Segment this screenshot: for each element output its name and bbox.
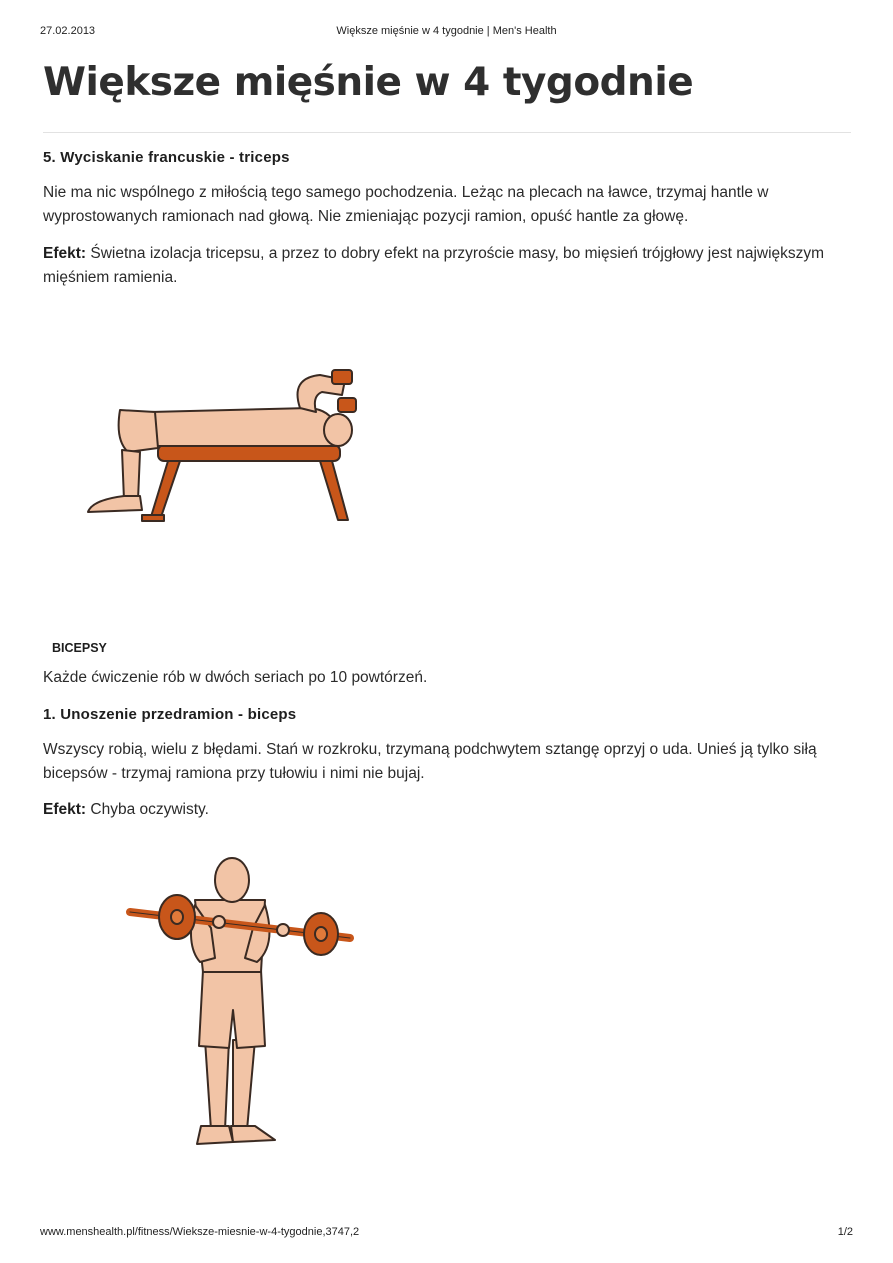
exercise-1-description: Wszyscy robią, wielu z błędami. Stań w rozkroku, trzymaną podchwytem sztangę oprzyj o uda. Unieś ją tylko siłą bicepsów - trzymaj ramiona przy tułowiu i nimi nie bujaj. — [43, 741, 817, 782]
biceps-section-label: BICEPSY — [52, 641, 107, 655]
print-date: 27.02.2013 — [40, 25, 96, 37]
effect-text: Chyba oczywisty. — [86, 801, 209, 818]
exercise-5-heading: 5. Wyciskanie francuskie - triceps — [43, 149, 290, 166]
exercise-1-heading: 1. Unoszenie przedramion - biceps — [43, 706, 297, 723]
foot — [88, 496, 142, 512]
biceps-curl-illustration — [125, 850, 360, 1150]
torso — [150, 408, 338, 446]
exercise-5-description: Nie ma nic wspólnego z miłością tego samego pochodzenia. Leżąc na plecach na ławce, trzymaj hantle w wyprostowanych ramionach nad głową. Nie zmieniając pozycji ramion, opuść hantle za głowę. — [43, 184, 769, 225]
effect-label: Efekt: — [43, 801, 87, 818]
shin — [122, 450, 140, 500]
leg-right — [233, 1040, 255, 1130]
foot-left — [197, 1126, 233, 1144]
biceps-intro: Każde ćwiczenie rób w dwóch seriach po 10 powtórzeń. — [43, 669, 428, 686]
triceps-extension-illustration — [80, 360, 370, 530]
foot-right — [231, 1126, 275, 1142]
title-divider — [43, 132, 851, 133]
effect-text: Świetna izolacja tricepsu, a przez to dobry efekt na przyroście masy, bo mięsień trójgłowy jest największym mięśniem ramienia. — [43, 245, 825, 286]
dumbbell-bottom — [338, 398, 356, 412]
print-page-title: Większe mięśnie w 4 tygodnie | Men's Health — [336, 25, 557, 37]
head — [215, 858, 249, 902]
exercise-5-effect — [43, 242, 858, 290]
exercise-1-effect — [43, 798, 858, 822]
hand-right — [277, 924, 289, 936]
article-title: Większe mięśnie w 4 tygodnie — [43, 60, 694, 105]
thigh — [119, 410, 158, 452]
shorts — [199, 970, 265, 1048]
bench-leg-right — [320, 461, 348, 520]
bench-seat — [158, 445, 340, 461]
effect-label: Efekt: — [43, 245, 87, 262]
footer-url: www.menshealth.pl/fitness/Wieksze-miesnie-w-4-tygodnie,3747,2 — [40, 1226, 360, 1238]
leg-left — [205, 1040, 229, 1130]
dumbbell-top — [332, 370, 352, 384]
page-number: 1/2 — [837, 1226, 853, 1238]
hand-left — [213, 916, 225, 928]
head — [324, 414, 352, 446]
bench-leg-left — [150, 461, 180, 520]
